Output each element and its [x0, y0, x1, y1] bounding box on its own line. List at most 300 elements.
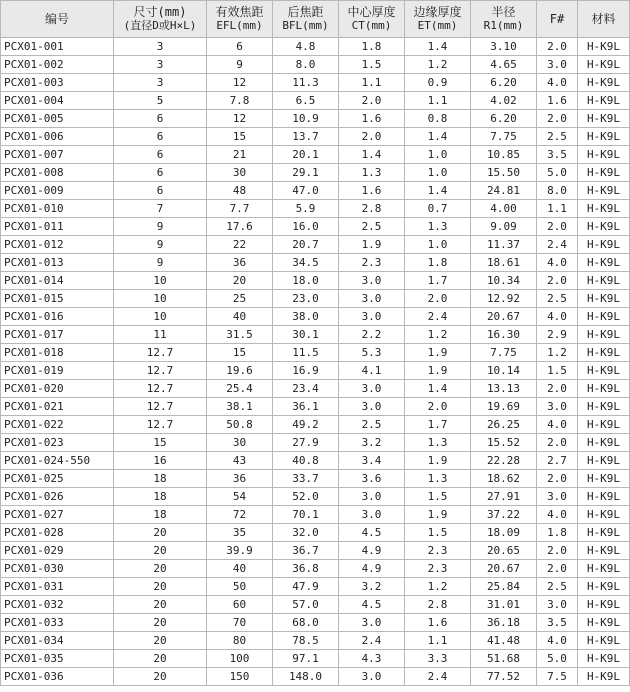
- f-number-cell: 1.6: [537, 92, 578, 110]
- part-number-cell: PCX01-014: [1, 272, 114, 290]
- f-number-cell: 4.0: [537, 308, 578, 326]
- bfl-cell: 30.1: [273, 326, 339, 344]
- table-row: [1, 344, 630, 362]
- material-cell: H-K9L: [578, 542, 630, 560]
- bfl-cell: 5.9: [273, 200, 339, 218]
- bfl-cell: 97.1: [273, 650, 339, 668]
- part-number-cell: PCX01-012: [1, 236, 114, 254]
- f-number-cell: 5.0: [537, 164, 578, 182]
- part-number-cell: PCX01-018: [1, 344, 114, 362]
- radius-cell: 16.30: [471, 326, 537, 344]
- efl-cell: 48: [207, 182, 273, 200]
- bfl-cell: 36.1: [273, 398, 339, 416]
- part-number-cell: PCX01-010: [1, 200, 114, 218]
- table-row: [1, 650, 630, 668]
- table-row: [1, 254, 630, 272]
- efl-cell: 31.5: [207, 326, 273, 344]
- et-cell: 1.0: [405, 164, 471, 182]
- bfl-cell: 16.0: [273, 218, 339, 236]
- radius-cell: 9.09: [471, 218, 537, 236]
- size-cell: 10: [114, 308, 207, 326]
- ct-cell: 3.0: [339, 272, 405, 290]
- size-cell: 6: [114, 146, 207, 164]
- et-cell: 1.2: [405, 578, 471, 596]
- bfl-cell: 33.7: [273, 470, 339, 488]
- bfl-cell: 6.5: [273, 92, 339, 110]
- table-row: [1, 272, 630, 290]
- f-number-cell: 3.5: [537, 146, 578, 164]
- ct-cell: 4.9: [339, 560, 405, 578]
- bfl-cell: 36.7: [273, 542, 339, 560]
- material-cell: H-K9L: [578, 434, 630, 452]
- table-row: [1, 488, 630, 506]
- table-row: [1, 380, 630, 398]
- efl-cell: 50.8: [207, 416, 273, 434]
- radius-cell: 12.92: [471, 290, 537, 308]
- et-cell: 1.7: [405, 416, 471, 434]
- radius-cell: 4.65: [471, 56, 537, 74]
- material-cell: H-K9L: [578, 38, 630, 56]
- et-cell: 2.8: [405, 596, 471, 614]
- size-cell: 6: [114, 110, 207, 128]
- size-cell: 20: [114, 578, 207, 596]
- radius-cell: 51.68: [471, 650, 537, 668]
- radius-cell: 26.25: [471, 416, 537, 434]
- efl-cell: 60: [207, 596, 273, 614]
- f-number-cell: 2.0: [537, 560, 578, 578]
- part-number-cell: PCX01-001: [1, 38, 114, 56]
- part-number-cell: PCX01-030: [1, 560, 114, 578]
- size-cell: 16: [114, 452, 207, 470]
- ct-cell: 2.2: [339, 326, 405, 344]
- table-row: [1, 146, 630, 164]
- header-material: 材料: [578, 1, 630, 38]
- part-number-cell: PCX01-003: [1, 74, 114, 92]
- bfl-cell: 52.0: [273, 488, 339, 506]
- efl-cell: 20: [207, 272, 273, 290]
- ct-cell: 3.0: [339, 308, 405, 326]
- f-number-cell: 2.5: [537, 128, 578, 146]
- ct-cell: 1.5: [339, 56, 405, 74]
- material-cell: H-K9L: [578, 650, 630, 668]
- header-radius: 半径 R1(mm): [471, 1, 537, 38]
- et-cell: 1.9: [405, 362, 471, 380]
- size-cell: 20: [114, 632, 207, 650]
- material-cell: H-K9L: [578, 470, 630, 488]
- ct-cell: 4.5: [339, 596, 405, 614]
- radius-cell: 18.61: [471, 254, 537, 272]
- et-cell: 1.5: [405, 524, 471, 542]
- table-row: [1, 92, 630, 110]
- material-cell: H-K9L: [578, 110, 630, 128]
- header-bfl: 后焦距 BFL(mm): [273, 1, 339, 38]
- part-number-cell: PCX01-004: [1, 92, 114, 110]
- radius-cell: 19.69: [471, 398, 537, 416]
- part-number-cell: PCX01-019: [1, 362, 114, 380]
- f-number-cell: 4.0: [537, 506, 578, 524]
- f-number-cell: 2.0: [537, 434, 578, 452]
- material-cell: H-K9L: [578, 596, 630, 614]
- f-number-cell: 2.0: [537, 470, 578, 488]
- f-number-cell: 2.0: [537, 110, 578, 128]
- f-number-cell: 4.0: [537, 74, 578, 92]
- radius-cell: 20.65: [471, 542, 537, 560]
- part-number-cell: PCX01-031: [1, 578, 114, 596]
- part-number-cell: PCX01-028: [1, 524, 114, 542]
- header-size: 尺寸(mm) (直径D或H×L): [114, 1, 207, 38]
- radius-cell: 4.02: [471, 92, 537, 110]
- ct-cell: 2.8: [339, 200, 405, 218]
- table-row: [1, 74, 630, 92]
- table-row: [1, 164, 630, 182]
- header-edge-thickness: 边缘厚度 ET(mm): [405, 1, 471, 38]
- et-cell: 3.3: [405, 650, 471, 668]
- part-number-cell: PCX01-008: [1, 164, 114, 182]
- part-number-cell: PCX01-015: [1, 290, 114, 308]
- et-cell: 2.0: [405, 290, 471, 308]
- part-number-cell: PCX01-021: [1, 398, 114, 416]
- efl-cell: 36: [207, 470, 273, 488]
- table-row: [1, 218, 630, 236]
- table-row: [1, 56, 630, 74]
- size-cell: 15: [114, 434, 207, 452]
- table-row: [1, 506, 630, 524]
- f-number-cell: 2.9: [537, 326, 578, 344]
- ct-cell: 3.0: [339, 614, 405, 632]
- part-number-cell: PCX01-025: [1, 470, 114, 488]
- radius-cell: 10.14: [471, 362, 537, 380]
- material-cell: H-K9L: [578, 452, 630, 470]
- part-number-cell: PCX01-013: [1, 254, 114, 272]
- material-cell: H-K9L: [578, 380, 630, 398]
- f-number-cell: 2.7: [537, 452, 578, 470]
- ct-cell: 5.3: [339, 344, 405, 362]
- radius-cell: 10.85: [471, 146, 537, 164]
- efl-cell: 70: [207, 614, 273, 632]
- ct-cell: 3.4: [339, 452, 405, 470]
- efl-cell: 72: [207, 506, 273, 524]
- efl-cell: 21: [207, 146, 273, 164]
- et-cell: 1.7: [405, 272, 471, 290]
- bfl-cell: 78.5: [273, 632, 339, 650]
- radius-cell: 4.00: [471, 200, 537, 218]
- f-number-cell: 2.0: [537, 380, 578, 398]
- f-number-cell: 2.5: [537, 578, 578, 596]
- part-number-cell: PCX01-011: [1, 218, 114, 236]
- et-cell: 1.9: [405, 344, 471, 362]
- f-number-cell: 4.0: [537, 632, 578, 650]
- table-row: [1, 236, 630, 254]
- efl-cell: 40: [207, 308, 273, 326]
- header-f-number: F#: [537, 1, 578, 38]
- ct-cell: 3.0: [339, 488, 405, 506]
- radius-cell: 27.91: [471, 488, 537, 506]
- bfl-cell: 68.0: [273, 614, 339, 632]
- material-cell: H-K9L: [578, 488, 630, 506]
- bfl-cell: 4.8: [273, 38, 339, 56]
- material-cell: H-K9L: [578, 308, 630, 326]
- radius-cell: 37.22: [471, 506, 537, 524]
- ct-cell: 1.3: [339, 164, 405, 182]
- efl-cell: 36: [207, 254, 273, 272]
- f-number-cell: 2.0: [537, 542, 578, 560]
- size-cell: 12.7: [114, 362, 207, 380]
- material-cell: H-K9L: [578, 200, 630, 218]
- size-cell: 18: [114, 488, 207, 506]
- bfl-cell: 47.9: [273, 578, 339, 596]
- et-cell: 1.0: [405, 146, 471, 164]
- table-row: [1, 524, 630, 542]
- et-cell: 0.9: [405, 74, 471, 92]
- efl-cell: 22: [207, 236, 273, 254]
- material-cell: H-K9L: [578, 632, 630, 650]
- efl-cell: 38.1: [207, 398, 273, 416]
- header-part-number: 编号: [1, 1, 114, 38]
- size-cell: 12.7: [114, 380, 207, 398]
- table-row: [1, 398, 630, 416]
- bfl-cell: 49.2: [273, 416, 339, 434]
- efl-cell: 15: [207, 128, 273, 146]
- material-cell: H-K9L: [578, 668, 630, 686]
- size-cell: 20: [114, 614, 207, 632]
- size-cell: 20: [114, 668, 207, 686]
- size-cell: 6: [114, 182, 207, 200]
- efl-cell: 7.8: [207, 92, 273, 110]
- efl-cell: 12: [207, 110, 273, 128]
- f-number-cell: 2.5: [537, 290, 578, 308]
- size-cell: 6: [114, 164, 207, 182]
- ct-cell: 1.4: [339, 146, 405, 164]
- size-cell: 10: [114, 290, 207, 308]
- f-number-cell: 3.0: [537, 56, 578, 74]
- bfl-cell: 11.3: [273, 74, 339, 92]
- material-cell: H-K9L: [578, 182, 630, 200]
- f-number-cell: 2.0: [537, 218, 578, 236]
- bfl-cell: 13.7: [273, 128, 339, 146]
- table-row: [1, 578, 630, 596]
- size-cell: 11: [114, 326, 207, 344]
- et-cell: 1.2: [405, 56, 471, 74]
- radius-cell: 18.09: [471, 524, 537, 542]
- ct-cell: 4.3: [339, 650, 405, 668]
- part-number-cell: PCX01-033: [1, 614, 114, 632]
- size-cell: 9: [114, 218, 207, 236]
- material-cell: H-K9L: [578, 362, 630, 380]
- efl-cell: 54: [207, 488, 273, 506]
- ct-cell: 2.5: [339, 416, 405, 434]
- table-row: [1, 200, 630, 218]
- material-cell: H-K9L: [578, 92, 630, 110]
- radius-cell: 15.52: [471, 434, 537, 452]
- ct-cell: 3.0: [339, 668, 405, 686]
- radius-cell: 41.48: [471, 632, 537, 650]
- ct-cell: 1.9: [339, 236, 405, 254]
- et-cell: 1.3: [405, 434, 471, 452]
- f-number-cell: 2.4: [537, 236, 578, 254]
- efl-cell: 35: [207, 524, 273, 542]
- part-number-cell: PCX01-027: [1, 506, 114, 524]
- et-cell: 1.0: [405, 236, 471, 254]
- table-row: [1, 326, 630, 344]
- et-cell: 2.3: [405, 542, 471, 560]
- bfl-cell: 23.4: [273, 380, 339, 398]
- size-cell: 12.7: [114, 398, 207, 416]
- part-number-cell: PCX01-016: [1, 308, 114, 326]
- size-cell: 10: [114, 272, 207, 290]
- bfl-cell: 23.0: [273, 290, 339, 308]
- material-cell: H-K9L: [578, 578, 630, 596]
- bfl-cell: 34.5: [273, 254, 339, 272]
- radius-cell: 25.84: [471, 578, 537, 596]
- material-cell: H-K9L: [578, 416, 630, 434]
- et-cell: 1.3: [405, 218, 471, 236]
- et-cell: 1.4: [405, 380, 471, 398]
- bfl-cell: 10.9: [273, 110, 339, 128]
- radius-cell: 7.75: [471, 128, 537, 146]
- material-cell: H-K9L: [578, 290, 630, 308]
- size-cell: 12.7: [114, 416, 207, 434]
- ct-cell: 4.5: [339, 524, 405, 542]
- bfl-cell: 57.0: [273, 596, 339, 614]
- ct-cell: 1.8: [339, 38, 405, 56]
- f-number-cell: 1.1: [537, 200, 578, 218]
- efl-cell: 6: [207, 38, 273, 56]
- ct-cell: 2.5: [339, 218, 405, 236]
- ct-cell: 3.6: [339, 470, 405, 488]
- f-number-cell: 1.2: [537, 344, 578, 362]
- f-number-cell: 2.0: [537, 272, 578, 290]
- bfl-cell: 27.9: [273, 434, 339, 452]
- bfl-cell: 8.0: [273, 56, 339, 74]
- efl-cell: 39.9: [207, 542, 273, 560]
- f-number-cell: 3.0: [537, 596, 578, 614]
- table-row: [1, 560, 630, 578]
- radius-cell: 31.01: [471, 596, 537, 614]
- f-number-cell: 1.5: [537, 362, 578, 380]
- table-row: [1, 38, 630, 56]
- part-number-cell: PCX01-035: [1, 650, 114, 668]
- bfl-cell: 70.1: [273, 506, 339, 524]
- part-number-cell: PCX01-029: [1, 542, 114, 560]
- radius-cell: 20.67: [471, 308, 537, 326]
- et-cell: 0.7: [405, 200, 471, 218]
- ct-cell: 3.0: [339, 290, 405, 308]
- radius-cell: 15.50: [471, 164, 537, 182]
- ct-cell: 3.0: [339, 506, 405, 524]
- radius-cell: 10.34: [471, 272, 537, 290]
- material-cell: H-K9L: [578, 254, 630, 272]
- size-cell: 20: [114, 596, 207, 614]
- bfl-cell: 29.1: [273, 164, 339, 182]
- header-center-thickness: 中心厚度 CT(mm): [339, 1, 405, 38]
- radius-cell: 77.52: [471, 668, 537, 686]
- et-cell: 1.4: [405, 182, 471, 200]
- efl-cell: 12: [207, 74, 273, 92]
- material-cell: H-K9L: [578, 236, 630, 254]
- f-number-cell: 3.5: [537, 614, 578, 632]
- table-row: [1, 632, 630, 650]
- part-number-cell: PCX01-005: [1, 110, 114, 128]
- size-cell: 3: [114, 74, 207, 92]
- material-cell: H-K9L: [578, 506, 630, 524]
- size-cell: 20: [114, 524, 207, 542]
- et-cell: 1.1: [405, 632, 471, 650]
- et-cell: 1.8: [405, 254, 471, 272]
- table-row: [1, 308, 630, 326]
- part-number-cell: PCX01-017: [1, 326, 114, 344]
- part-number-cell: PCX01-009: [1, 182, 114, 200]
- material-cell: H-K9L: [578, 146, 630, 164]
- material-cell: H-K9L: [578, 326, 630, 344]
- et-cell: 1.4: [405, 128, 471, 146]
- size-cell: 9: [114, 254, 207, 272]
- header-row: [1, 1, 630, 38]
- table-row: [1, 596, 630, 614]
- material-cell: H-K9L: [578, 614, 630, 632]
- size-cell: 18: [114, 470, 207, 488]
- et-cell: 0.8: [405, 110, 471, 128]
- radius-cell: 36.18: [471, 614, 537, 632]
- bfl-cell: 20.1: [273, 146, 339, 164]
- et-cell: 1.5: [405, 488, 471, 506]
- efl-cell: 9: [207, 56, 273, 74]
- bfl-cell: 11.5: [273, 344, 339, 362]
- radius-cell: 6.20: [471, 110, 537, 128]
- f-number-cell: 3.0: [537, 398, 578, 416]
- radius-cell: 24.81: [471, 182, 537, 200]
- efl-cell: 40: [207, 560, 273, 578]
- table-row: [1, 128, 630, 146]
- ct-cell: 2.4: [339, 632, 405, 650]
- f-number-cell: 5.0: [537, 650, 578, 668]
- radius-cell: 3.10: [471, 38, 537, 56]
- efl-cell: 30: [207, 164, 273, 182]
- bfl-cell: 148.0: [273, 668, 339, 686]
- et-cell: 1.4: [405, 38, 471, 56]
- size-cell: 20: [114, 560, 207, 578]
- ct-cell: 1.6: [339, 110, 405, 128]
- ct-cell: 3.0: [339, 380, 405, 398]
- part-number-cell: PCX01-007: [1, 146, 114, 164]
- efl-cell: 17.6: [207, 218, 273, 236]
- size-cell: 6: [114, 128, 207, 146]
- et-cell: 2.3: [405, 560, 471, 578]
- f-number-cell: 3.0: [537, 488, 578, 506]
- et-cell: 2.4: [405, 308, 471, 326]
- bfl-cell: 38.0: [273, 308, 339, 326]
- material-cell: H-K9L: [578, 272, 630, 290]
- size-cell: 7: [114, 200, 207, 218]
- bfl-cell: 32.0: [273, 524, 339, 542]
- material-cell: H-K9L: [578, 74, 630, 92]
- material-cell: H-K9L: [578, 128, 630, 146]
- et-cell: 2.0: [405, 398, 471, 416]
- efl-cell: 150: [207, 668, 273, 686]
- table-body: [1, 38, 630, 686]
- et-cell: 1.1: [405, 92, 471, 110]
- material-cell: H-K9L: [578, 218, 630, 236]
- size-cell: 20: [114, 650, 207, 668]
- material-cell: H-K9L: [578, 164, 630, 182]
- efl-cell: 15: [207, 344, 273, 362]
- part-number-cell: PCX01-034: [1, 632, 114, 650]
- part-number-cell: PCX01-026: [1, 488, 114, 506]
- efl-cell: 25.4: [207, 380, 273, 398]
- table-row: [1, 416, 630, 434]
- f-number-cell: 4.0: [537, 254, 578, 272]
- efl-cell: 30: [207, 434, 273, 452]
- size-cell: 18: [114, 506, 207, 524]
